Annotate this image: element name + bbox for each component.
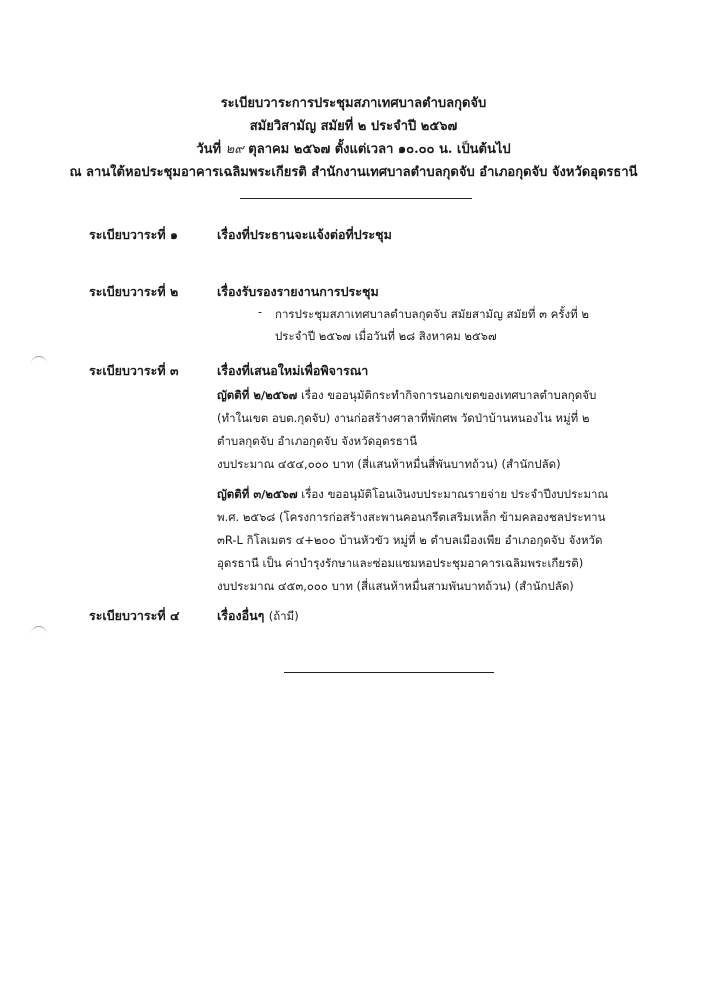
header-title: ระเบียบวาระการประชุมสภาเทศบาลตำบลกุดจับ (220, 96, 487, 111)
agenda-2-bullet: - (258, 305, 263, 319)
motion-3-budget: งบประมาณ ๔๕๓,๐๐๐ บาท (สี่แสนห้าหมื่นสามพันบาทถ้วน) (สำนักปลัด) (217, 579, 574, 593)
header-date-prefix: วันที่ (196, 142, 222, 157)
agenda-4-title (217, 606, 299, 626)
agenda-2-title: เรื่องรับรองรายงานการประชุม (217, 284, 379, 299)
agenda-1-title: เรื่องที่ประธานจะแจ้งต่อที่ประชุม (217, 227, 392, 242)
header-location: ณ ลานใต้หอประชุมอาคารเฉลิมพระเกียรติ สำนักงานเทศบาลตำบลกุดจับ อำเภอกุดจับ จังหวัดอุดรธานี (69, 165, 638, 180)
motion-2-line: ตำบลกุดจับ อำเภอกุดจับ จังหวัดอุดรธานี (217, 434, 418, 448)
motion-2-subject: เรื่อง ขออนุมัติกระทำกิจการนอกเขตของเทศบาลตำบลกุดจับ (301, 388, 597, 402)
header-date-rest: ตุลาคม ๒๕๖๗ ตั้งแต่เวลา ๑๐.๐๐ น. เป็นต้นไป (248, 142, 511, 157)
agenda-4-note: (ถ้ามี) (268, 609, 299, 623)
motion-2-budget: งบประมาณ ๔๕๔,๐๐๐ บาท (สี่แสนห้าหมื่นสี่พันบาทถ้วน) (สำนักปลัด) (217, 457, 561, 471)
agenda-1-label: ระเบียบวาระที่ ๑ (89, 227, 178, 242)
motion-3-subject: เรื่อง ขออนุมัติโอนเงินงบประมาณรายจ่าย ประจำปีงบประมาณ (301, 487, 609, 501)
footer-divider (284, 672, 494, 673)
punch-hole-mark (31, 626, 47, 639)
punch-hole-mark (31, 356, 47, 369)
header-session: สมัยวิสามัญ สมัยที่ ๒ ประจำปี ๒๕๖๗ (249, 119, 458, 134)
agenda-2-label: ระเบียบวาระที่ ๒ (89, 284, 179, 299)
agenda-2-item-line: การประชุมสภาเทศบาลตำบลกุดจับ สมัยสามัญ สมัยที่ ๓ ครั้งที่ ๒ (275, 307, 589, 321)
agenda-2-item-line: ประจำปี ๒๕๖๗ เมื่อวันที่ ๒๘ สิงหาคม ๒๕๖๗ (275, 329, 497, 343)
agenda-4-title-text: เรื่องอื่นๆ (217, 608, 265, 623)
motion-2-heading: ญัตติที่ ๒/๒๕๖๗ (217, 388, 298, 402)
motion-2-line: (ทำในเขต อบต.กุดจับ) งานก่อสร้างศาลาที่พักศพ วัดป่าบ้านหนองไน หมู่ที่ ๒ (217, 411, 590, 425)
motion-3-line (217, 486, 608, 504)
agenda-4-label: ระเบียบวาระที่ ๔ (89, 608, 180, 623)
header-divider (240, 198, 472, 199)
motion-2-line (217, 387, 596, 405)
header-date-day: ๒๙ (225, 142, 244, 157)
motion-3-line: พ.ศ. ๒๕๖๘ (โครงการก่อสร้างสะพานคอนกรีตเสริมเหล็ก ข้ามคลองชลประทาน (217, 510, 606, 524)
header-date (0, 138, 707, 159)
motion-3-line: อุดรธานี เป็น ค่าบำรุงรักษาและซ่อมแซมหอประชุมอาคารเฉลิมพระเกียรติ) (217, 556, 584, 570)
motion-3-line: ๓R-L กิโลเมตร ๔+๒๐๐ บ้านหัวขัว หมู่ที่ ๒ ตำบลเมืองเพีย อำเภอกุดจับ จังหวัด (217, 533, 603, 547)
agenda-3-title: เรื่องที่เสนอใหม่เพื่อพิจารณา (217, 363, 369, 378)
agenda-3-label: ระเบียบวาระที่ ๓ (89, 363, 179, 378)
motion-3-heading: ญัตติที่ ๓/๒๕๖๗ (217, 487, 298, 501)
